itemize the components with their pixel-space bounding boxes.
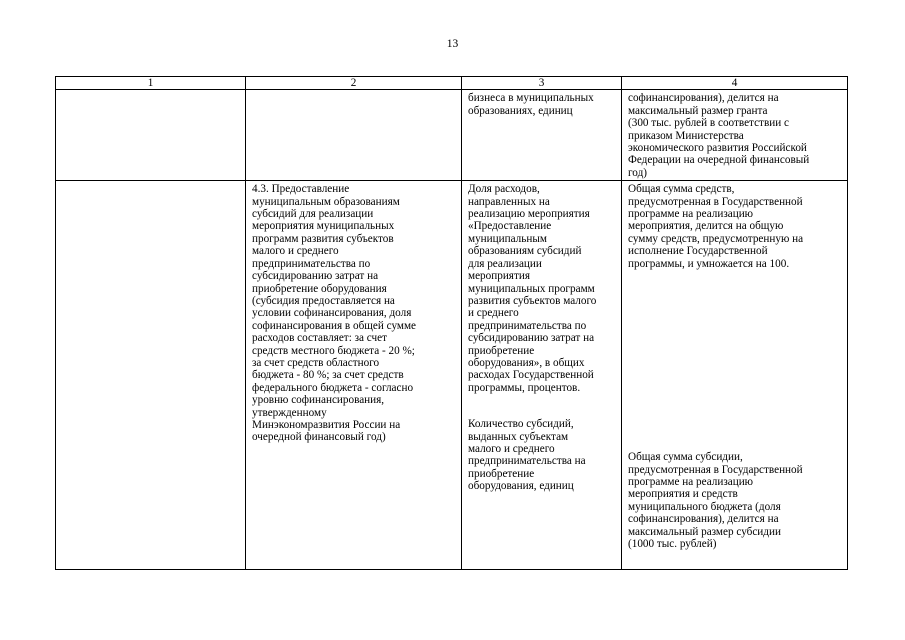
- cell-methods: [622, 181, 848, 570]
- cell-method: софинансирования), делится на максимальный размер гранта (300 тыс. рублей в соответствии с приказом Министерства экономического развития Российской Федерации на очередной финансовый год): [622, 90, 848, 181]
- table-row: [56, 181, 848, 570]
- method-count: Общая сумма субсидии, предусмотренная в Государственной программе на реализацию мероприятия и средств муниципального бюджета (доля софинансирования), делится на максимальный размер субсидии (1000 тыс. рублей): [628, 451, 803, 551]
- column-header-4: 4: [622, 77, 848, 90]
- page-number: 13: [446, 38, 459, 50]
- column-header-1: 1: [56, 77, 246, 90]
- cell-col2: [246, 90, 462, 181]
- indicator-share: Доля расходов, направленных на реализацию мероприятия «Предоставление муниципальным образованиям субсидий для реализации мероприятия муниципальных программ развития субъектов малого и среднего предпринимательства по субсидированию затрат на приобретение оборудования», в общих расходах Государственной программы, процентов.: [468, 183, 597, 394]
- indicator-count: Количество субсидий, выданных субъектам малого и среднего предпринимательства на приобретение оборудования, единиц: [468, 418, 586, 493]
- table-row: [56, 90, 848, 181]
- method-share: Общая сумма средств, предусмотренная в Государственной программе на реализацию мероприятия, делится на общую сумму средств, предусмотренную на исполнение Государственной программы, и умножается на 100.: [628, 183, 804, 270]
- cell-indicator: бизнеса в муниципальных образованиях, единиц: [462, 90, 622, 181]
- cell-col1: [56, 90, 246, 181]
- indicator-table: [55, 76, 848, 570]
- header-row: [56, 77, 848, 90]
- cell-col1: [56, 181, 246, 570]
- column-header-2: 2: [246, 77, 462, 90]
- column-header-3: 3: [462, 77, 622, 90]
- cell-measure: 4.3. Предоставление муниципальным образованиям субсидий для реализации мероприятия муниципальных программ развития субъектов малого и среднего предпринимательства по субсидированию затрат на приобретение оборудования (субсидия предоставляется на условии софинансирования, доля софинансирования в общей сумме расходов составляет: за счет средств местного бюджета - 20 %; за счет средств областного бюджета - 80 %; за счет средств федерального бюджета - согласно уровню софинансирования, утвержденному Минэкономразвития России на очередной финансовый год): [246, 181, 462, 570]
- cell-indicators: [462, 181, 622, 570]
